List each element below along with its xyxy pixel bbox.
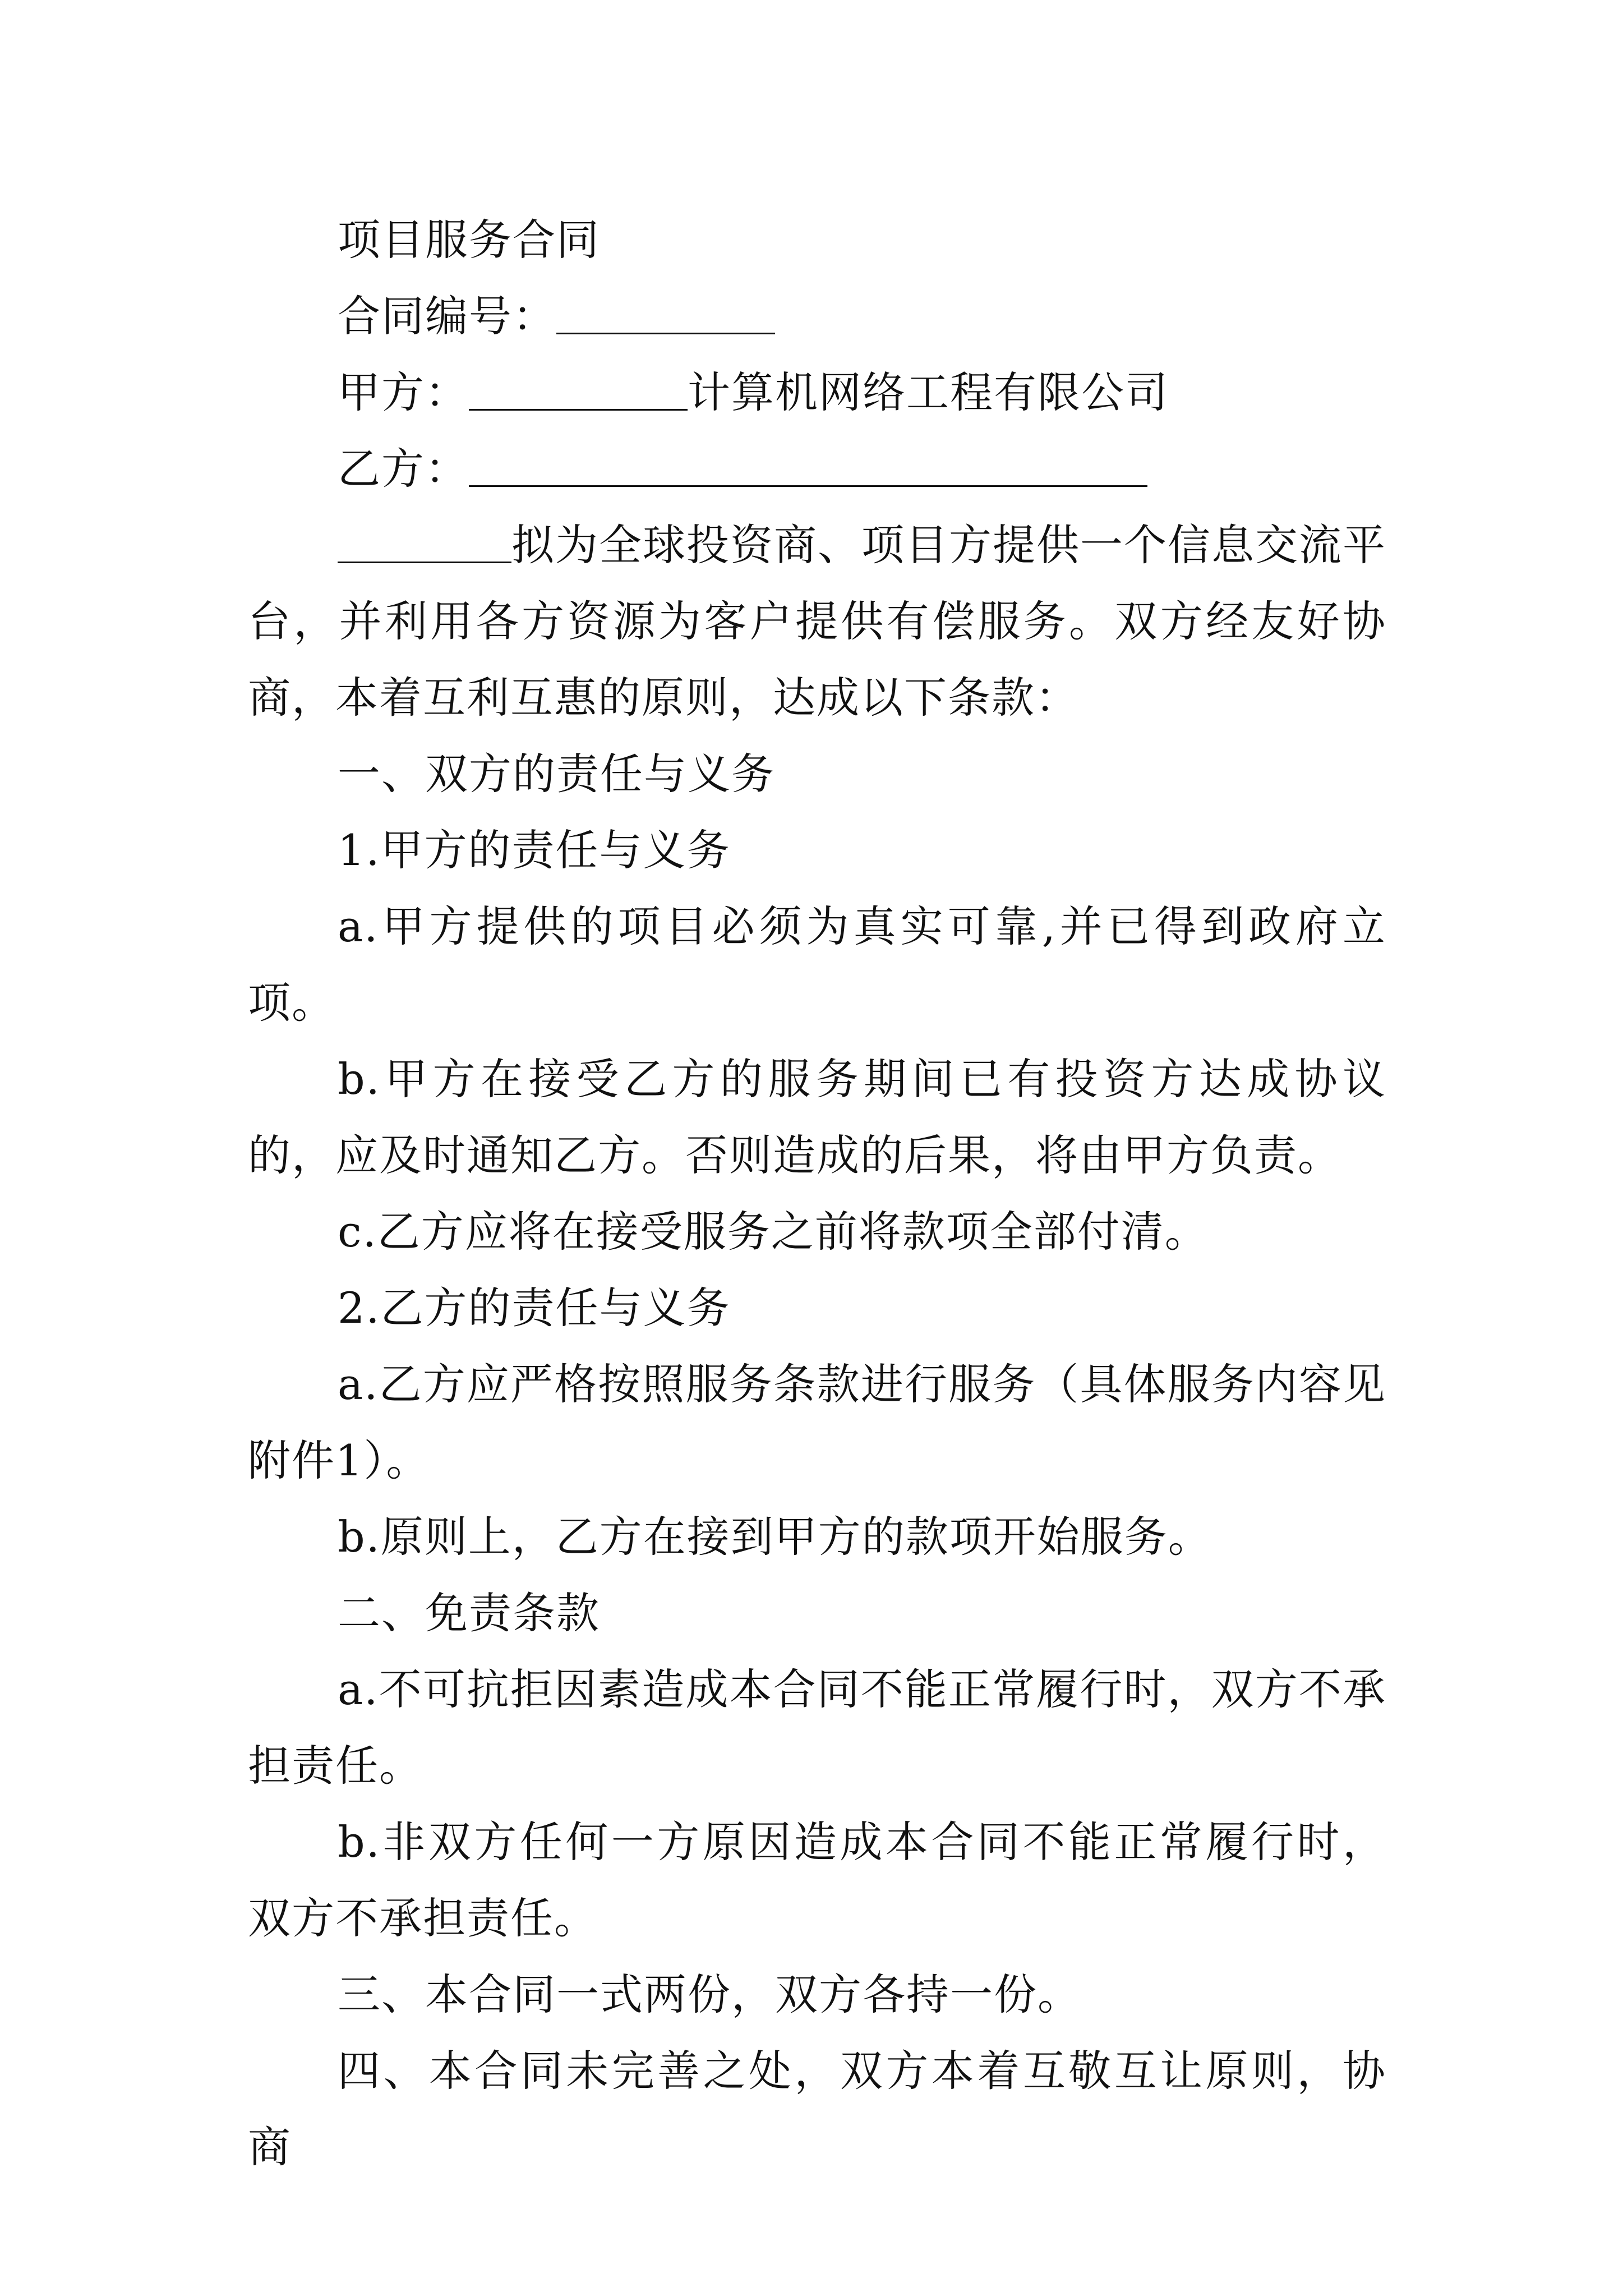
party-b-label: 乙方： [338,444,469,494]
clause-2-heading: 2.乙方的责任与义务 [338,1283,731,1333]
doc-title [248,202,1386,278]
intro-text: 拟为全球投资商、项目方提供一个信息交流平台，并利用各方资源为客户提供有偿服务。双方经友好协商，本着互利互惠的原则，达成以下条款： [248,520,1386,723]
section-3: 三、本合同一式两份，双方各持一份。 [338,1970,1081,2019]
exemption-a: a.不可抗拒因素造成本合同不能正常履行时，双方不承担责任。 [248,1664,1386,1791]
clause-1c: c.乙方应将在接受服务之前将款项全部付清。 [338,1207,1209,1257]
contract-number-line [248,278,1386,355]
party-a-company: 计算机网络工程有限公司 [688,367,1169,417]
section-1-heading: 一、双方的责任与义务 [338,749,775,799]
party-a-label: 甲方： [338,367,469,417]
doc-title-text: 项目服务合同 [338,215,600,265]
clause-1-heading: 1.甲方的责任与义务 [338,825,731,875]
section-2-heading: 二、免责条款 [338,1588,600,1638]
exemption-b: b.非双方任何一方原因造成本合同不能正常履行时，双方不承担责任。 [248,1817,1386,1943]
clause-1b: b.甲方在接受乙方的服务期间已有投资方达成协议的，应及时通知乙方。否则造成的后果，将由甲方负责。 [248,1054,1386,1180]
clause-2a: a.乙方应严格按照服务条款进行服务（具体服务内容见附件1）。 [248,1359,1386,1485]
clause-1a: a.甲方提供的项目必须为真实可靠,并已得到政府立项。 [248,901,1386,1028]
document-body [248,202,1386,2185]
section-4: 四、本合同未完善之处，双方本着互敬互让原则，协商 [248,2046,1386,2172]
party-b-line [248,431,1386,507]
party-a-blank [469,357,688,411]
intro-blank [338,510,511,563]
contract-number-label: 合同编号： [338,291,556,341]
intro-paragraph [248,507,1386,736]
party-b-blank [469,434,1147,487]
contract-number-blank [556,281,775,334]
party-a-line [248,355,1386,431]
clause-2b: b.原则上，乙方在接到甲方的款项开始服务。 [338,1512,1212,1562]
